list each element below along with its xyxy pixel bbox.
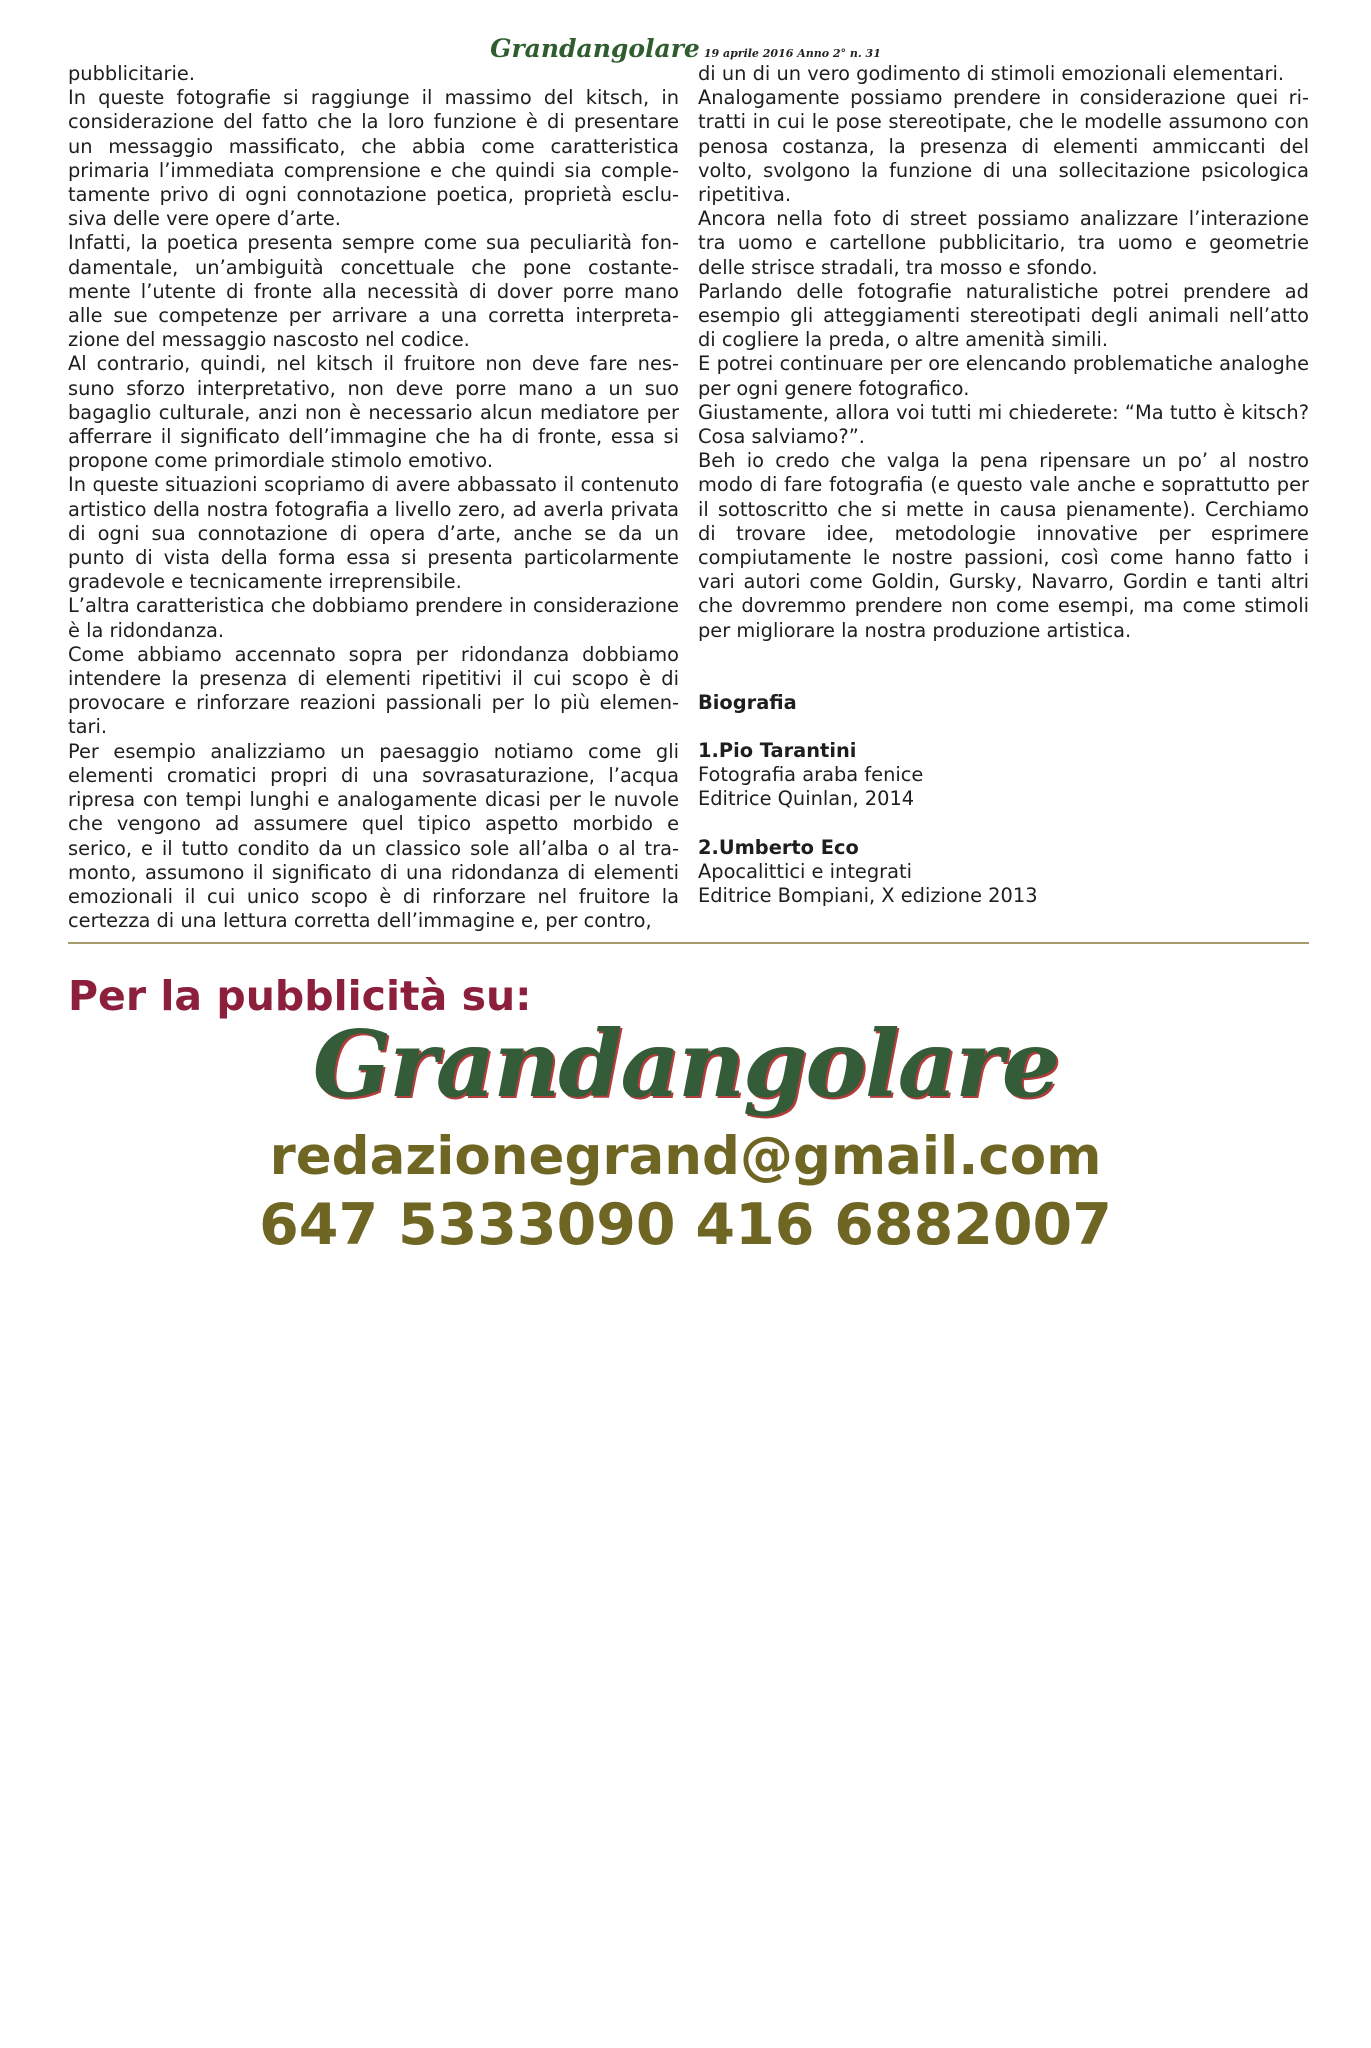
masthead-brand: Grandangolare xyxy=(490,34,700,63)
bibliography-publisher: Editrice Quinlan, 2014 xyxy=(698,787,915,811)
spacer xyxy=(698,812,1309,836)
paragraph: Ancora nella foto di street possiamo analizzare l’interazione tra uomo e cartellone pubblicitario, tra uomo e geometrie delle strisce stradali, tra mosso e sfondo. xyxy=(698,207,1309,279)
section-divider xyxy=(68,942,1309,944)
advert-brand-logo: Grandangolare xyxy=(312,1010,1059,1118)
bibliography-author: 2.Umberto Eco xyxy=(698,835,859,859)
paragraph: Al contrario, quindi, nel kitsch il fruitore non deve fare nessuno sforzo interpretativo, non deve porre mano a un suo bagaglio culturale, anzi non è necessario alcun mediatore per afferrare il significato dell’immagine che ha di fronte, essa si propone come primordiale stimolo emotivo. xyxy=(68,352,679,473)
paragraph: Parlando delle fotografie naturalistiche potrei prendere ad esempio gli atteggiamenti stereotipati degli animali nell’atto di cogliere la preda, o altre amenità simili. xyxy=(698,279,1309,352)
spacer xyxy=(698,643,1309,691)
paragraph: Infatti, la poetica presenta sempre come sua peculiarità fondamentale, un’ambiguità concettuale che pone costantemente l’utente di fronte alla necessità di dover porre mano alle sue competenze per arrivare a una corretta interpretazione del messaggio nascosto nel codice. xyxy=(68,231,679,352)
paragraph: Beh io credo che valga la pena ripensare un po’ al nostro modo di fare fotografia (e questo vale anche e soprattutto per il sottoscritto che si mette in causa pienamente). Cerchiamo di trovare idee, metodologie innovative per esprimere compiutamente le nostre passioni, così come hanno fatto i vari autori come Goldin, Gursky, Navarro, Gordin e tanti altri che dovremmo prendere non come esempi, ma come stimoli per migliorare la nostra produzione artistica. xyxy=(698,449,1309,642)
paragraph: Per esempio analizziamo un paesaggio notiamo come gli elementi cromatici propri di una sovrasaturazione, l’acqua ripresa con tempi lunghi e analogamente dicasi per le nuvole che vengono ad assumere quel tipico aspetto morbido e serico, e il tutto condito da un classico sole all’alba o al tramonto, assumono il significato di una ridondanza di elementi emozionali il cui unico scopo è di rinforzare nel fruitore la certezza di una lettura corretta dell’immagine e, per contro, xyxy=(68,739,679,933)
paragraph: In queste situazioni scopriamo di avere abbassato il contenuto artistico della nostra fotografia a livello zero, ad averla privata di ogni sua connotazione di opera d’arte, anche se da un punto di vista della forma essa si presenta particolarmente gradevole e tecnicamente irreprensibile. xyxy=(68,473,679,594)
article-column-right xyxy=(698,62,1309,908)
paragraph: Analogamente possiamo prendere in considerazione quei ritratti in cui le pose stereotipate, che le modelle assumono con penosa costanza, la presenza di elementi ammiccanti del volto, svolgono la funzione di una sollecitazione psicologica ripetitiva. xyxy=(698,86,1309,207)
masthead xyxy=(0,34,1371,63)
bibliography-publisher: Editrice Bompiani, X edizione 2013 xyxy=(698,884,1038,908)
bibliography-author: 1.Pio Tarantini xyxy=(698,739,857,763)
advert-phones: 647 5333090 416 6882007 xyxy=(259,1192,1112,1258)
advert-email[interactable]: redazionegrand@gmail.com xyxy=(269,1126,1102,1187)
bibliography-title: Apocalittici e integrati xyxy=(698,859,913,883)
paragraph: Come abbiamo accennato sopra per ridondanza dobbiamo intendere la presenza di elementi ripetitivi il cui scopo è di provocare e rinforzare reazioni passionali per lo più elementari. xyxy=(68,642,679,739)
paragraph: E potrei continuare per ore elencando problematiche analoghe per ogni genere fotografico. xyxy=(698,352,1309,400)
paragraph: Giustamente, allora voi tutti mi chiederete: “Ma tutto è kitsch? Cosa salviamo?”. xyxy=(698,400,1309,449)
paragraph: di un di un vero godimento di stimoli emozionali elementari. xyxy=(698,62,1285,85)
issue-date: 19 aprile 2016 Anno 2° n. 31 xyxy=(703,47,881,60)
spacer xyxy=(698,715,1309,739)
bibliography-title: Fotografia araba fenice xyxy=(698,763,924,787)
paragraph: In queste fotografie si raggiunge il massimo del kitsch, in considerazione del fatto che la loro funzione è di presentare un messaggio massificato, che abbia come caratteristica primaria l’immediata comprensione e che quindi sia completamente privo di ogni connotazione poetica, proprietà esclusiva delle vere opere d’arte. xyxy=(68,86,679,231)
article-column-left xyxy=(68,62,679,933)
bibliography-heading: Biografia xyxy=(698,690,797,714)
paragraph: L’altra caratteristica che dobbiamo prendere in considerazione è la ridondanza. xyxy=(68,594,679,642)
advert-heading: Per la pubblicità su: xyxy=(68,972,532,1020)
paragraph: pubblicitarie. xyxy=(68,62,195,85)
